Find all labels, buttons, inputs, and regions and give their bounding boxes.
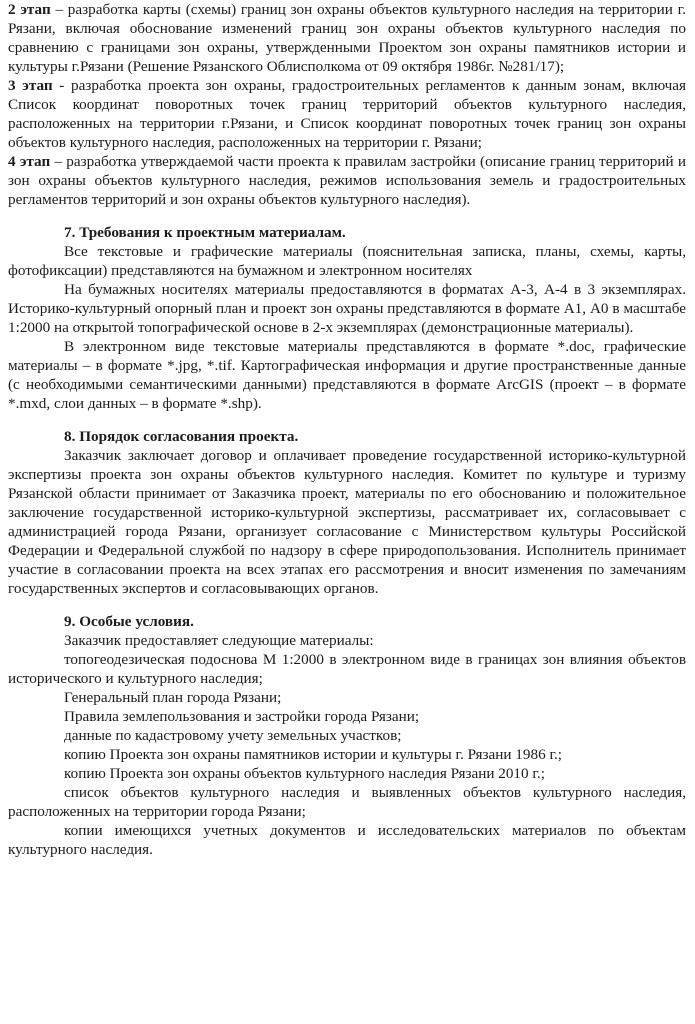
section-9-heading: 9. Особые условия.: [64, 613, 194, 630]
spacer: [8, 209, 686, 223]
stage-2-text: – разработка карты (схемы) границ зон охраны объектов культурного наследия на территории г. Рязани, включая обоснование изменений границ зон охраны объектов культурного наследия по сравнению с границами зон охраны, утвержденными Проектом зон охраны памятников истории и культуры г.Рязани (Решение Рязанского Облисполкома от 09 октября 1986г. №281/17);: [8, 1, 686, 75]
stage-4-label: 4 этап: [8, 153, 51, 170]
section-9-item: Генеральный план города Рязани;: [64, 689, 282, 706]
stage-2-label: 2 этап: [8, 1, 51, 18]
section-7-heading: 7. Требования к проектным материалам.: [64, 224, 346, 241]
spacer: [8, 598, 686, 612]
section-7-paragraph: На бумажных носителях материалы предоставляются в форматах А-3, А-4 в 3 экземплярах. Историко-культурный опорный план и проект зон охраны представляются в формате А1, А0 в масштабе 1:2000 на открытой топографической основе в 2-х экземплярах (демонстрационные материалы).: [8, 281, 686, 336]
section-9-item: список объектов культурного наследия и выявленных объектов культурного наследия, расположенных на территории города Рязани;: [8, 784, 686, 820]
section-9-item: копию Проекта зон охраны объектов культурного наследия Рязани 2010 г.;: [64, 765, 545, 782]
spacer: [8, 413, 686, 427]
stage-3-text: - разработка проекта зон охраны, градостроительных регламентов к данным зонам, включая Список координат поворотных точек границ территорий объектов культурного наследия, расположенных на территории г.Рязани, и Список координат поворотных точек границ зон охраны объектов культурного наследия, расположенных на территории г. Рязани;: [8, 77, 686, 151]
section-9-item: данные по кадастровому учету земельных участков;: [64, 727, 402, 744]
section-9-item: Правила землепользования и застройки города Рязани;: [64, 708, 420, 725]
stage-4-text: – разработка утверждаемой части проекта к правилам застройки (описание границ территорий и зон охраны объектов культурного наследия, режимов использования земель и градостроительных регламентов территорий и зон охраны объектов культурного наследия).: [8, 153, 687, 208]
section-9-item: копии имеющихся учетных документов и исследовательских материалов по объектам культурного наследия.: [8, 822, 686, 858]
section-8-paragraph: Заказчик заключает договор и оплачивает проведение государственной историко-культурной экспертизы проекта зон охраны объектов культурного наследия. Комитет по культуре и туризму Рязанской области принимает от Заказчика проект, материалы по его обоснованию и положительное заключение государственной историко-культурной экспертизы, рассматривает их, согласовывает с администрацией города Рязани, организует согласование с Министерством культуры Российской Федерации и Федеральной службой по надзору в сфере природопользования. Исполнитель принимает участие в согласовании проекта на всех этапах его рассмотрения и вносит изменения по замечаниям государственных экспертов и согласовывающих органов.: [8, 447, 686, 597]
stage-4: [8, 152, 686, 209]
section-9-item: копию Проекта зон охраны памятников истории и культуры г. Рязани 1986 г.;: [64, 746, 563, 763]
section-9-item: топогеодезическая подоснова М 1:2000 в электронном виде в границах зон влияния объектов исторического и культурного наследия;: [8, 651, 686, 687]
section-8-heading: 8. Порядок согласования проекта.: [64, 428, 299, 445]
section-7-paragraph: Все текстовые и графические материалы (пояснительная записка, планы, схемы, карты, фотофиксации) представляются на бумажном и электронном носителях: [8, 243, 686, 279]
stage-3: [8, 76, 686, 152]
section-7-paragraph: В электронном виде текстовые материалы представляются в формате *.doc, графические материалы – в формате *.jpg, *.tif. Картографическая информация и другие пространственные данные (с необходимыми семантическими данными) представляются в формате ArcGIS (проект – в формате *.mxd, слои данных – в формате *.shp).: [8, 338, 686, 412]
stage-3-label: 3 этап: [8, 77, 53, 94]
section-9-intro: Заказчик предоставляет следующие материалы:: [64, 632, 374, 649]
stage-2: [8, 0, 686, 76]
